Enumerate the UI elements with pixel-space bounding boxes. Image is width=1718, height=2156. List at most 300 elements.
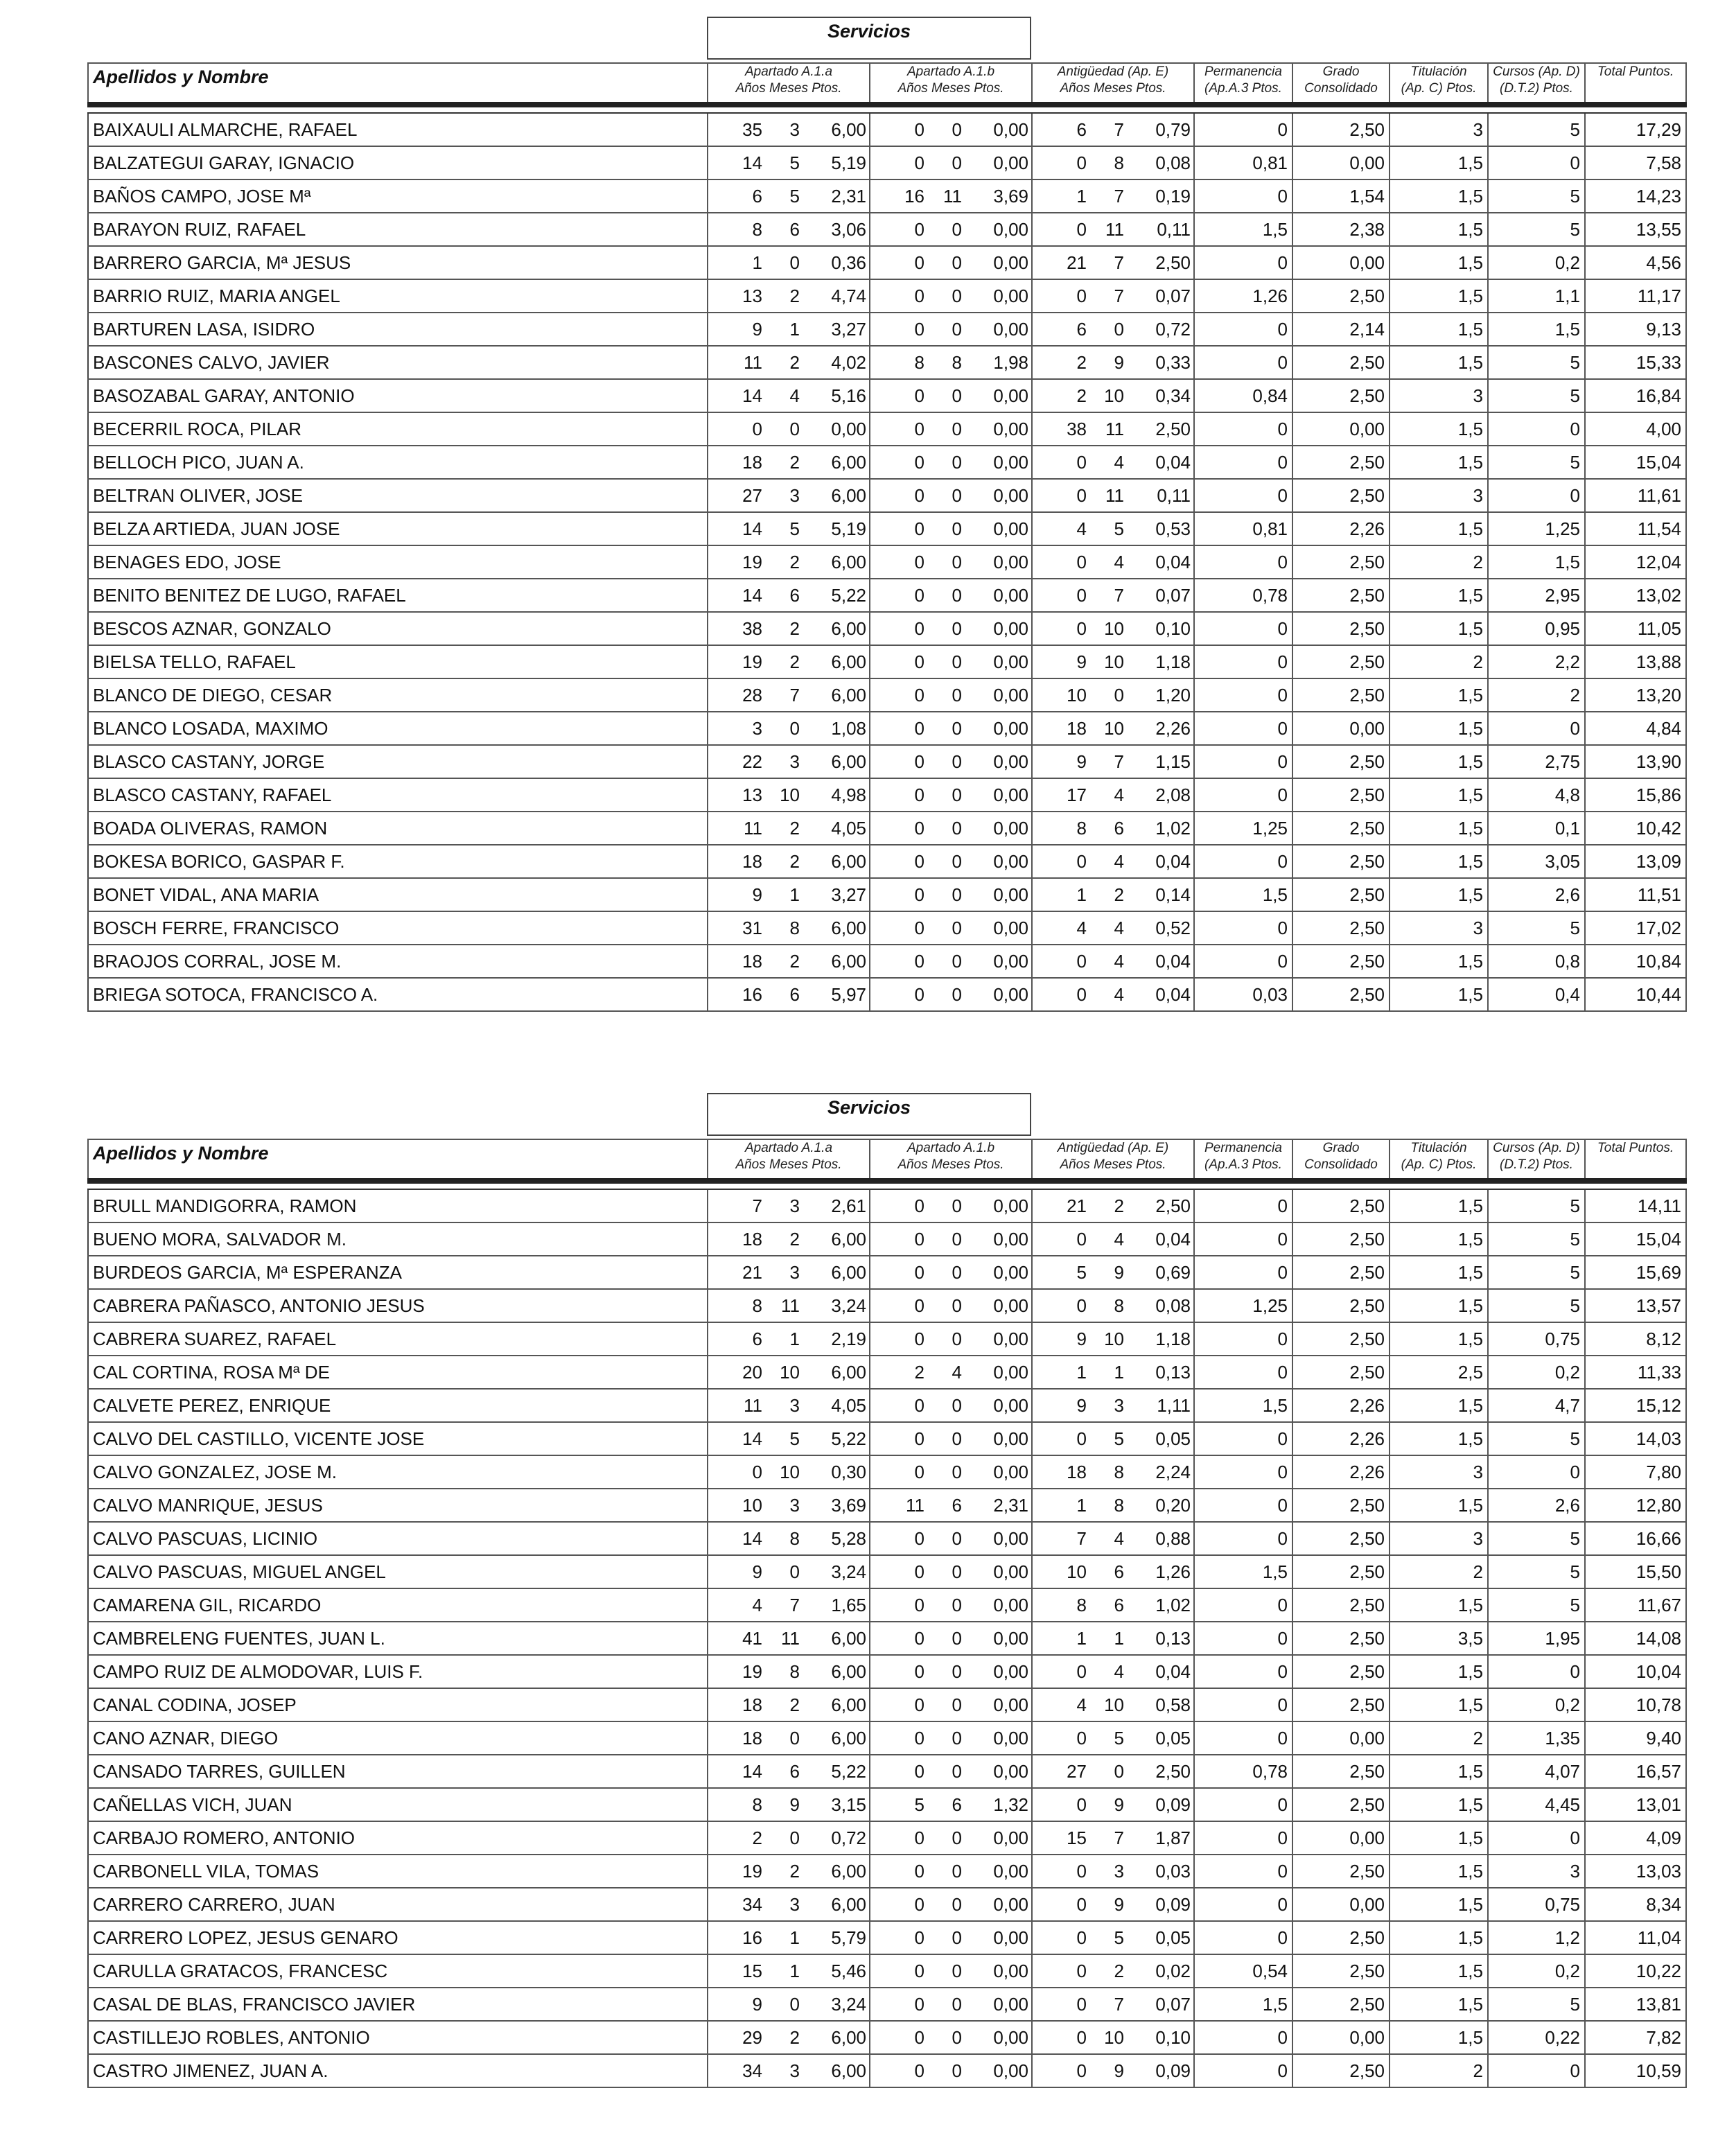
years: 9 <box>1076 1394 1087 1416</box>
points: 6,00 <box>831 1727 866 1749</box>
months: 0 <box>789 418 800 439</box>
points: 5,19 <box>831 518 866 539</box>
grado-value: 2,26 <box>1292 1422 1390 1455</box>
group-cell <box>708 279 870 313</box>
total-value: 11,05 <box>1585 612 1686 645</box>
months: 9 <box>1114 351 1124 373</box>
permanencia-value: 0 <box>1194 945 1292 978</box>
group-cell <box>708 1888 870 1921</box>
points: 0,00 <box>993 717 1028 739</box>
years: 18 <box>742 1727 762 1749</box>
group-cell <box>708 1855 870 1888</box>
months: 7 <box>1114 285 1124 306</box>
table-row <box>88 1655 1686 1688</box>
months: 4 <box>1114 850 1124 872</box>
group-cell <box>708 412 870 446</box>
months: 0 <box>952 1727 962 1749</box>
months: 6 <box>789 983 800 1005</box>
total-value: 16,66 <box>1585 1522 1686 1555</box>
years: 0 <box>914 1727 924 1749</box>
employee-name: CANO AZNAR, DIEGO <box>88 1721 708 1755</box>
group-cell <box>708 113 870 146</box>
points: 0,04 <box>1155 983 1191 1005</box>
points: 0,00 <box>831 418 866 439</box>
points: 0,13 <box>1155 1361 1191 1383</box>
group-cell <box>870 346 1032 379</box>
group-cell <box>708 1655 870 1688</box>
group-cell <box>708 1821 870 1855</box>
points: 0,00 <box>993 1527 1028 1549</box>
total-value: 4,56 <box>1585 246 1686 279</box>
points: 6,00 <box>831 119 866 140</box>
table-row <box>88 146 1686 179</box>
total-value: 12,04 <box>1585 545 1686 579</box>
grado-value: 0,00 <box>1292 1821 1390 1855</box>
months: 4 <box>1114 451 1124 473</box>
header-line: (D.T.2) Ptos. <box>1500 1157 1573 1172</box>
total-value: 4,84 <box>1585 712 1686 745</box>
months: 0 <box>952 1960 962 1981</box>
years: 0 <box>1076 1794 1087 1815</box>
total-value: 16,57 <box>1585 1755 1686 1788</box>
points: 0,79 <box>1155 119 1191 140</box>
points: 0,00 <box>993 950 1028 972</box>
permanencia-value: 0 <box>1194 1489 1292 1522</box>
total-value: 13,57 <box>1585 1289 1686 1322</box>
points: 2,08 <box>1155 784 1191 805</box>
total-value: 11,04 <box>1585 1921 1686 1954</box>
employee-name: CASTILLEJO ROBLES, ANTONIO <box>88 2021 708 2054</box>
permanencia-value: 0 <box>1194 778 1292 812</box>
grado-value: 2,50 <box>1292 1988 1390 2021</box>
total-value: 8,12 <box>1585 1322 1686 1356</box>
group-cell <box>1032 313 1194 346</box>
grado-value: 2,50 <box>1292 1322 1390 1356</box>
years: 38 <box>1067 418 1087 439</box>
months: 8 <box>952 351 962 373</box>
grado-value: 0,00 <box>1292 412 1390 446</box>
cursos-value: 5 <box>1488 1988 1585 2021</box>
header-line: Total Puntos. <box>1597 1141 1674 1155</box>
titulacion-value: 1,5 <box>1390 878 1488 911</box>
months: 2 <box>1114 1960 1124 1981</box>
points: 1,20 <box>1155 684 1191 705</box>
titulacion-value: 1,5 <box>1390 446 1488 479</box>
years: 14 <box>742 152 762 173</box>
points: 4,05 <box>831 1394 866 1416</box>
group-cell <box>1032 712 1194 745</box>
years: 0 <box>914 617 924 639</box>
months: 2 <box>1114 884 1124 905</box>
months: 11 <box>1105 418 1124 439</box>
years: 0 <box>1076 451 1087 473</box>
cursos-value: 0 <box>1488 479 1585 512</box>
group-cell <box>708 1222 870 1256</box>
years: 0 <box>914 651 924 672</box>
group-cell <box>708 1954 870 1988</box>
employee-name: BOKESA BORICO, GASPAR F. <box>88 845 708 878</box>
points: 0,00 <box>993 784 1028 805</box>
group-cell <box>1032 1555 1194 1588</box>
points: 0,00 <box>993 385 1028 406</box>
points: 3,24 <box>831 1295 866 1316</box>
years: 31 <box>742 917 762 938</box>
table-row <box>88 911 1686 945</box>
months: 0 <box>952 318 962 340</box>
table-row <box>88 113 1686 146</box>
titulacion-value: 1,5 <box>1390 1855 1488 1888</box>
years: 34 <box>742 1893 762 1915</box>
titulacion-value: 1,5 <box>1390 1788 1488 1821</box>
employee-name: BARAYON RUIZ, RAFAEL <box>88 213 708 246</box>
employee-name: CASAL DE BLAS, FRANCISCO JAVIER <box>88 1988 708 2021</box>
points: 0,00 <box>993 418 1028 439</box>
months: 4 <box>1114 1228 1124 1250</box>
employee-name: BASOZABAL GARAY, ANTONIO <box>88 379 708 412</box>
total-value: 9,40 <box>1585 1721 1686 1755</box>
permanencia-value: 0 <box>1194 1655 1292 1688</box>
grado-value: 2,38 <box>1292 213 1390 246</box>
points: 0,72 <box>1155 318 1191 340</box>
months: 0 <box>952 1860 962 1882</box>
months: 1 <box>789 318 800 340</box>
table-row <box>88 446 1686 479</box>
points: 3,27 <box>831 318 866 340</box>
header-line: Consolidado <box>1304 81 1378 96</box>
months: 0 <box>952 285 962 306</box>
cursos-value: 5 <box>1488 911 1585 945</box>
grado-value: 2,50 <box>1292 845 1390 878</box>
months: 0 <box>952 1394 962 1416</box>
employee-name: BONET VIDAL, ANA MARIA <box>88 878 708 911</box>
employee-name: CALVO PASCUAS, LICINIO <box>88 1522 708 1555</box>
header-cursos <box>1488 63 1585 105</box>
points: 0,04 <box>1155 1660 1191 1682</box>
header-line: Consolidado <box>1304 1157 1378 1172</box>
total-value: 14,11 <box>1585 1189 1686 1222</box>
titulacion-value: 1,5 <box>1390 313 1488 346</box>
months: 10 <box>780 1361 800 1383</box>
cursos-value: 0 <box>1488 412 1585 446</box>
titulacion-value: 1,5 <box>1390 346 1488 379</box>
cursos-value: 1,1 <box>1488 279 1585 313</box>
years: 18 <box>742 451 762 473</box>
points: 2,24 <box>1155 1461 1191 1482</box>
group-cell <box>870 1322 1032 1356</box>
points: 3,24 <box>831 1561 866 1582</box>
months: 11 <box>943 185 962 207</box>
years: 41 <box>742 1627 762 1649</box>
employee-name: BAIXAULI ALMARCHE, RAFAEL <box>88 113 708 146</box>
months: 0 <box>952 717 962 739</box>
cursos-value: 0,4 <box>1488 978 1585 1011</box>
months: 2 <box>789 1228 800 1250</box>
months: 8 <box>789 917 800 938</box>
points: 0,19 <box>1155 185 1191 207</box>
grado-value: 2,50 <box>1292 545 1390 579</box>
points: 2,19 <box>831 1328 866 1349</box>
group-cell <box>870 213 1032 246</box>
months: 3 <box>1114 1394 1124 1416</box>
points: 6,00 <box>831 1860 866 1882</box>
header-titulacion <box>1390 63 1488 105</box>
servicios-label: Servicios <box>707 17 1031 60</box>
employee-name: BAÑOS CAMPO, JOSE Mª <box>88 179 708 213</box>
group-cell <box>870 1356 1032 1389</box>
employee-name: CAMARENA GIL, RICARDO <box>88 1588 708 1622</box>
total-value: 10,42 <box>1585 812 1686 845</box>
years: 0 <box>1076 285 1087 306</box>
years: 0 <box>1076 2026 1087 2048</box>
employee-name: BARRIO RUIZ, MARIA ANGEL <box>88 279 708 313</box>
points: 0,00 <box>993 1927 1028 1948</box>
total-value: 15,04 <box>1585 1222 1686 1256</box>
grado-value: 2,14 <box>1292 313 1390 346</box>
cursos-value: 0 <box>1488 146 1585 179</box>
points: 6,00 <box>831 1361 866 1383</box>
titulacion-value: 1,5 <box>1390 1988 1488 2021</box>
titulacion-value: 1,5 <box>1390 1489 1488 1522</box>
header-line: (Ap.A.3 Ptos. <box>1204 81 1282 96</box>
group-cell <box>708 1988 870 2021</box>
months: 0 <box>789 717 800 739</box>
group-cell <box>870 313 1032 346</box>
points: 0,07 <box>1155 1993 1191 2015</box>
table-row <box>88 645 1686 678</box>
points: 6,00 <box>831 617 866 639</box>
points: 1,26 <box>1155 1561 1191 1582</box>
group-cell <box>1032 1322 1194 1356</box>
group-cell <box>1032 945 1194 978</box>
titulacion-value: 3 <box>1390 911 1488 945</box>
months: 2 <box>789 950 800 972</box>
points: 6,00 <box>831 1261 866 1283</box>
years: 0 <box>914 1228 924 1250</box>
points: 0,00 <box>993 1960 1028 1981</box>
group-cell <box>708 1422 870 1455</box>
years: 11 <box>744 817 762 839</box>
points: 2,26 <box>1155 717 1191 739</box>
employee-name: BALZATEGUI GARAY, IGNACIO <box>88 146 708 179</box>
cursos-value: 0,75 <box>1488 1322 1585 1356</box>
years: 20 <box>742 1361 762 1383</box>
years: 9 <box>1076 1328 1087 1349</box>
years: 27 <box>742 484 762 506</box>
permanencia-value: 0 <box>1194 2054 1292 2087</box>
titulacion-value: 1,5 <box>1390 512 1488 545</box>
cursos-value: 3 <box>1488 1855 1585 1888</box>
points: 3,69 <box>993 185 1028 207</box>
years: 10 <box>742 1494 762 1516</box>
months: 0 <box>952 1660 962 1682</box>
years: 18 <box>1067 717 1087 739</box>
years: 15 <box>1067 1827 1087 1848</box>
employee-name: BRIEGA SOTOCA, FRANCISCO A. <box>88 978 708 1011</box>
months: 8 <box>789 1527 800 1549</box>
grado-value: 2,50 <box>1292 745 1390 778</box>
group-cell <box>1032 1721 1194 1755</box>
cursos-value: 2,75 <box>1488 745 1585 778</box>
points: 1,87 <box>1155 1827 1191 1848</box>
points: 0,11 <box>1157 218 1191 240</box>
group-cell <box>1032 1888 1194 1921</box>
years: 14 <box>742 1760 762 1782</box>
grado-value: 2,50 <box>1292 279 1390 313</box>
points: 0,07 <box>1155 285 1191 306</box>
years: 4 <box>1076 917 1087 938</box>
employee-name: CALVETE PEREZ, ENRIQUE <box>88 1389 708 1422</box>
points: 0,20 <box>1155 1494 1191 1516</box>
group-cell <box>708 1622 870 1655</box>
employee-name: CALVO GONZALEZ, JOSE M. <box>88 1455 708 1489</box>
group-cell <box>1032 678 1194 712</box>
months: 0 <box>952 1461 962 1482</box>
employee-name: BRULL MANDIGORRA, RAMON <box>88 1189 708 1222</box>
years: 4 <box>1076 1694 1087 1715</box>
points: 0,10 <box>1155 617 1191 639</box>
grado-value: 2,26 <box>1292 512 1390 545</box>
years: 9 <box>1076 651 1087 672</box>
years: 0 <box>914 751 924 772</box>
table-row <box>88 1455 1686 1489</box>
group-cell <box>708 379 870 412</box>
points: 0,69 <box>1155 1261 1191 1283</box>
table-row <box>88 845 1686 878</box>
table-row <box>88 778 1686 812</box>
permanencia-value: 0,78 <box>1194 1755 1292 1788</box>
permanencia-value: 0 <box>1194 1256 1292 1289</box>
points: 0,00 <box>993 1760 1028 1782</box>
years: 0 <box>1076 1960 1087 1981</box>
years: 0 <box>914 1394 924 1416</box>
titulacion-value: 1,5 <box>1390 1888 1488 1921</box>
months: 1 <box>789 884 800 905</box>
group-cell <box>708 2054 870 2087</box>
years: 8 <box>914 351 924 373</box>
titulacion-value: 1,5 <box>1390 579 1488 612</box>
years: 0 <box>914 1527 924 1549</box>
group-cell <box>1032 745 1194 778</box>
years: 0 <box>914 817 924 839</box>
group-cell <box>708 512 870 545</box>
months: 3 <box>789 119 800 140</box>
years: 0 <box>1076 1295 1087 1316</box>
header-line: Cursos (Ap. D) <box>1493 1141 1580 1155</box>
titulacion-value: 1,5 <box>1390 845 1488 878</box>
months: 8 <box>1114 1295 1124 1316</box>
table-row <box>88 412 1686 446</box>
months: 8 <box>789 1660 800 1682</box>
years: 0 <box>1076 617 1087 639</box>
table-row <box>88 745 1686 778</box>
points: 0,00 <box>993 218 1028 240</box>
permanencia-value: 0 <box>1194 1821 1292 1855</box>
years: 19 <box>742 1860 762 1882</box>
group-cell <box>1032 1489 1194 1522</box>
points: 0,04 <box>1155 950 1191 972</box>
group-cell <box>708 346 870 379</box>
months: 0 <box>952 252 962 273</box>
months: 2 <box>789 817 800 839</box>
points: 1,02 <box>1155 1594 1191 1615</box>
points: 6,00 <box>831 1694 866 1715</box>
group-cell <box>870 579 1032 612</box>
employee-name: BESCOS AZNAR, GONZALO <box>88 612 708 645</box>
total-value: 11,61 <box>1585 479 1686 512</box>
table-row <box>88 1888 1686 1921</box>
months: 6 <box>1114 1594 1124 1615</box>
points: 0,00 <box>993 152 1028 173</box>
months: 0 <box>952 1228 962 1250</box>
permanencia-value: 0 <box>1194 1422 1292 1455</box>
years: 2 <box>914 1361 924 1383</box>
years: 0 <box>1076 152 1087 173</box>
permanencia-value: 1,5 <box>1194 213 1292 246</box>
grado-value: 2,50 <box>1292 1256 1390 1289</box>
points: 0,00 <box>993 1461 1028 1482</box>
grado-value: 2,50 <box>1292 1489 1390 1522</box>
years: 18 <box>1067 1461 1087 1482</box>
months: 0 <box>952 850 962 872</box>
months: 6 <box>1114 817 1124 839</box>
grado-value: 2,50 <box>1292 778 1390 812</box>
points: 6,00 <box>831 451 866 473</box>
points: 0,33 <box>1155 351 1191 373</box>
years: 0 <box>1076 1727 1087 1749</box>
months: 2 <box>789 2026 800 2048</box>
cursos-value: 5 <box>1488 379 1585 412</box>
permanencia-value: 0 <box>1194 1588 1292 1622</box>
table-row <box>88 945 1686 978</box>
points: 0,00 <box>993 1660 1028 1682</box>
group-cell <box>708 812 870 845</box>
years: 1 <box>1076 1627 1087 1649</box>
months: 2 <box>789 1860 800 1882</box>
employee-name: CALVO DEL CASTILLO, VICENTE JOSE <box>88 1422 708 1455</box>
years: 0 <box>1076 1660 1087 1682</box>
cursos-value: 1,2 <box>1488 1921 1585 1954</box>
table-row <box>88 179 1686 213</box>
months: 9 <box>1114 1893 1124 1915</box>
points: 6,00 <box>831 850 866 872</box>
titulacion-value: 1,5 <box>1390 2021 1488 2054</box>
group-cell <box>870 1522 1032 1555</box>
group-cell <box>870 512 1032 545</box>
header-name: Apellidos y Nombre <box>88 1139 708 1181</box>
years: 0 <box>1076 2060 1087 2081</box>
points: 6,00 <box>831 551 866 572</box>
header-grado <box>1292 1139 1390 1181</box>
points: 0,52 <box>1155 917 1191 938</box>
months: 0 <box>952 684 962 705</box>
months: 0 <box>952 1927 962 1948</box>
cursos-value: 0,2 <box>1488 1688 1585 1721</box>
total-value: 10,04 <box>1585 1655 1686 1688</box>
group-cell <box>1032 2021 1194 2054</box>
grado-value: 0,00 <box>1292 1721 1390 1755</box>
years: 9 <box>752 884 762 905</box>
group-cell <box>870 1954 1032 1988</box>
table-row <box>88 1988 1686 2021</box>
months: 6 <box>952 1794 962 1815</box>
points: 1,15 <box>1155 751 1191 772</box>
years: 0 <box>914 1694 924 1715</box>
employee-name: CARBAJO ROMERO, ANTONIO <box>88 1821 708 1855</box>
points: 0,05 <box>1155 1727 1191 1749</box>
years: 13 <box>742 784 762 805</box>
group-cell <box>870 812 1032 845</box>
cursos-value: 1,25 <box>1488 512 1585 545</box>
